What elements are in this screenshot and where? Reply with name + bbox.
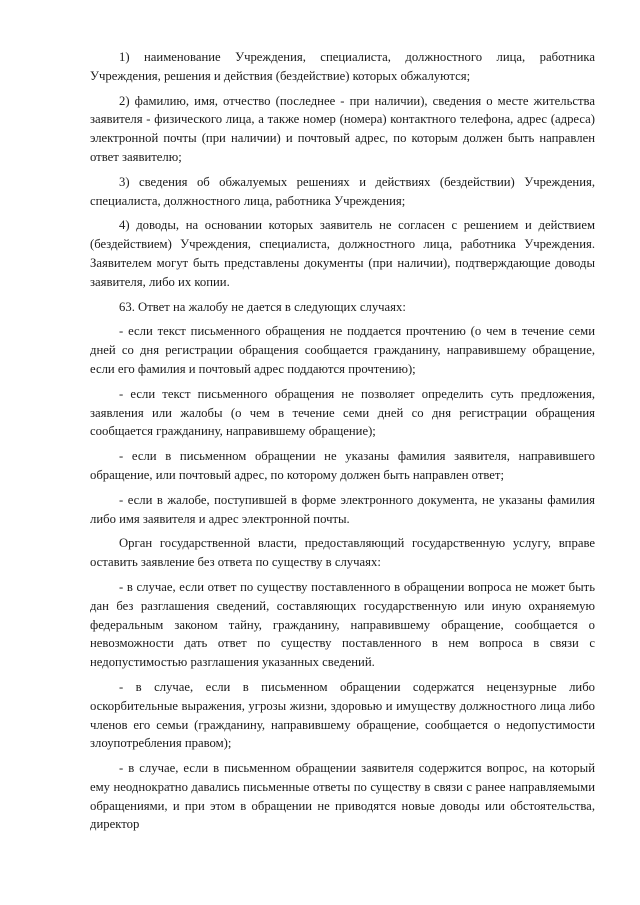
case-state-secret: - в случае, если ответ по существу поставленного в обращении вопроса не может быть дан без разглашения сведений, составляющих государственную или иную охраняемую федеральным законом тайну, гражданину, направившему обращение, сообщается о невозможности дать ответ по существу поставленного в нем вопроса в связи с недопустимостью разглашения указанных сведений. (90, 579, 595, 670)
case-unreadable-text: - если текст письменного обращения не поддается прочтению (о чем в течение семи дней со дня регистрации обращения сообщается гражданину, направившему обращение, если его фамилия и почтовый адрес поддаются прочтению); (90, 324, 595, 376)
list-item-subject: 1) наименование Учреждения, специалиста, должностного лица, работника Учреждения, решения и действия (бездействие) которых обжалуются; (90, 50, 595, 83)
case-undefined-essence: - если текст письменного обращения не позволяет определить суть предложения, заявления или жалобы (о чем в течение семи дней со дня регистрации обращения сообщается гражданину, направившему обращение); (90, 386, 595, 439)
section-63-heading: 63. Ответ на жалобу не дается в следующих случаях: (119, 299, 406, 314)
case-missing-surname-address: - если в письменном обращении не указаны фамилия заявителя, направившего обращение, или почтовый адрес, по которому должен быть направлен ответ; (90, 449, 595, 482)
case-missing-electronic-details: - если в жалобе, поступившей в форме электронного документа, не указаны фамилия либо имя заявителя и адрес электронной почты. (90, 492, 595, 526)
document-body (90, 48, 595, 840)
authority-paragraph: Орган государственной власти, предоставляющий государственную услугу, вправе оставить заявление без ответа по существу в случаях: (90, 536, 595, 570)
list-item-appealed-decisions: 3) сведения об обжалуемых решениях и действиях (бездействии) Учреждения, специалиста, должностного лица, работника Учреждения; (90, 174, 595, 208)
case-repeated-question: - в случае, если в письменном обращении заявителя содержится вопрос, на который ему неоднократно давались письменные ответы по существу в связи с ранее направляемыми обращениями, и при этом в обращении не приводятся новые доводы или обстоятельства, директор (90, 761, 595, 832)
list-item-applicant-details: 2) фамилию, имя, отчество (последнее - при наличии), сведения о месте жительства заявителя - физического лица, а также номер (номера) контактного телефона, адрес (адреса) электронной почты (при наличии) и почтовый адрес, по которым должен быть направлен ответ заявителю; (90, 93, 595, 164)
list-item-arguments: 4) доводы, на основании которых заявитель не согласен с решением и действием (бездействием) Учреждения, специалиста, должностного лица, работника Учреждения. Заявителем могут быть представлены документы (при наличии), подтверждающие доводы заявителя, либо их копии. (90, 218, 595, 289)
case-offensive-language: - в случае, если в письменном обращении содержатся нецензурные либо оскорбительные выражения, угрозы жизни, здоровью и имуществу должностного лица либо членов его семьи (гражданину, направившему обращение, сообщается о недопустимости злоупотребления правом); (90, 679, 595, 751)
